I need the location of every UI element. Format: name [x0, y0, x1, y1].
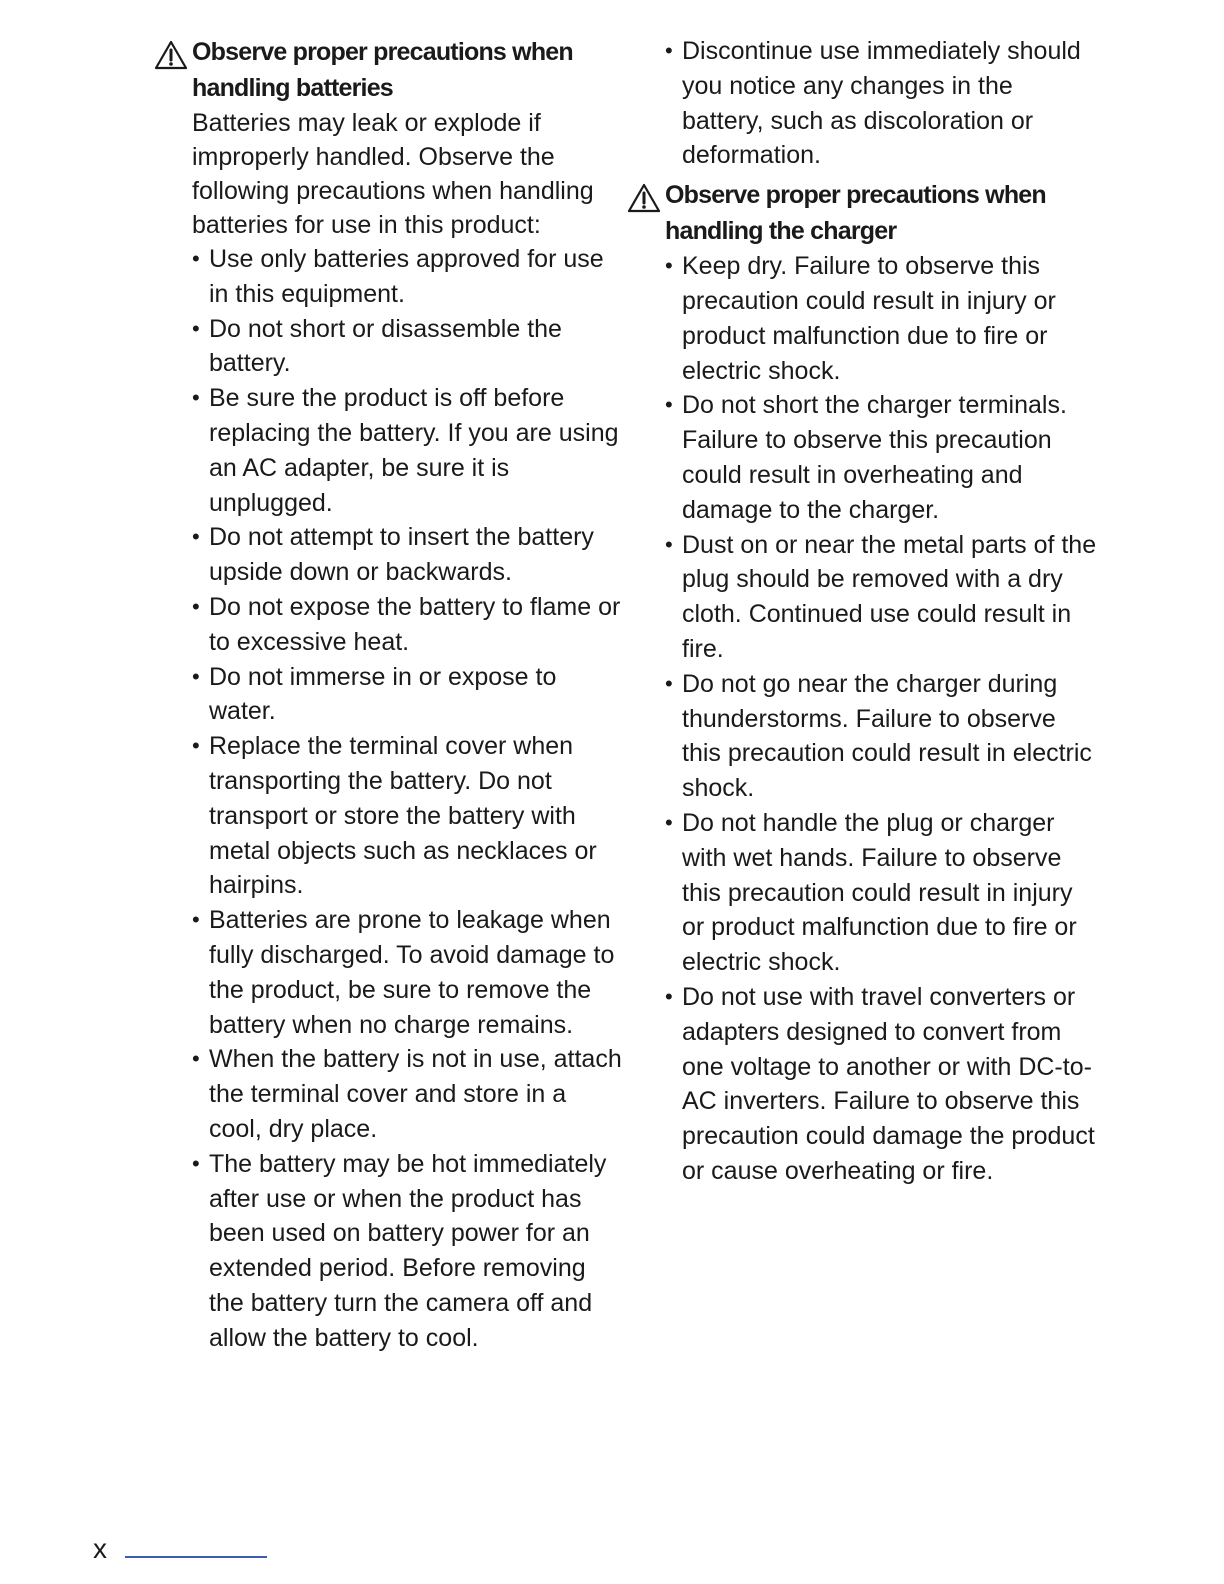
- list-item: • Use only batteries approved for use in this equipment.: [192, 242, 622, 312]
- list-item: • Batteries are prone to leakage when fully discharged. To avoid damage to the product, be sure to remove the battery when no charge remains.: [192, 903, 622, 1042]
- heading-text: Observe proper precautions when handling batteries: [192, 38, 573, 102]
- list-item: • Do not go near the charger during thunderstorms. Failure to observe this precaution could result in electric shock.: [665, 667, 1100, 806]
- warning-triangle-icon: [154, 40, 188, 70]
- list-item: • Do not attempt to insert the battery upside down or backwards.: [192, 520, 622, 590]
- list-item: • Do not expose the battery to flame or to excessive heat.: [192, 590, 622, 660]
- page-number: x: [93, 1533, 107, 1564]
- battery-precautions-heading: [152, 34, 622, 106]
- list-item: • The battery may be hot immediately after use or when the product has been used on battery power for an extended period. Before removing the battery turn the camera off and allow the battery to cool.: [192, 1147, 622, 1356]
- list-item: • Dust on or near the metal parts of the plug should be removed with a dry cloth. Continued use could result in fire.: [665, 528, 1100, 667]
- battery-intro: Batteries may leak or explode if improperly handled. Observe the following precautions when handling batteries for use in this product:: [192, 109, 594, 239]
- left-column: [152, 34, 622, 1356]
- charger-precautions-heading: [625, 177, 1100, 249]
- warning-triangle-icon: [627, 183, 661, 213]
- list-item: • When the battery is not in use, attach the terminal cover and store in a cool, dry place.: [192, 1042, 622, 1146]
- right-column: [625, 34, 1100, 1189]
- list-item: • Do not handle the plug or charger with wet hands. Failure to observe this precaution could result in injury or product malfunction due to fire or electric shock.: [665, 806, 1100, 980]
- list-item: • Do not short the charger terminals. Failure to observe this precaution could result in overheating and damage to the charger.: [665, 388, 1100, 527]
- battery-precaution-list: [152, 242, 622, 1356]
- heading-text: Observe proper precautions when handling the charger: [665, 181, 1046, 246]
- list-item: • Replace the terminal cover when transporting the battery. Do not transport or store the battery with metal objects such as necklaces or hairpins.: [192, 729, 622, 903]
- list-item: • Do not short or disassemble the battery.: [192, 312, 622, 382]
- list-item: • Discontinue use immediately should you notice any changes in the battery, such as discoloration or deformation.: [665, 34, 1100, 173]
- battery-precaution-list-continued: [625, 34, 1100, 173]
- charger-precaution-list: [625, 249, 1100, 1189]
- list-item: • Keep dry. Failure to observe this precaution could result in injury or product malfunction due to fire or electric shock.: [665, 249, 1100, 388]
- footer-rule: [125, 1556, 267, 1558]
- list-item: • Do not use with travel converters or adapters designed to convert from one voltage to another or with DC-to-AC inverters. Failure to observe this precaution could damage the product or cause overheating or fire.: [665, 980, 1100, 1189]
- list-item: • Be sure the product is off before replacing the battery. If you are using an AC adapter, be sure it is unplugged.: [192, 381, 622, 520]
- list-item: • Do not immerse in or expose to water.: [192, 660, 622, 730]
